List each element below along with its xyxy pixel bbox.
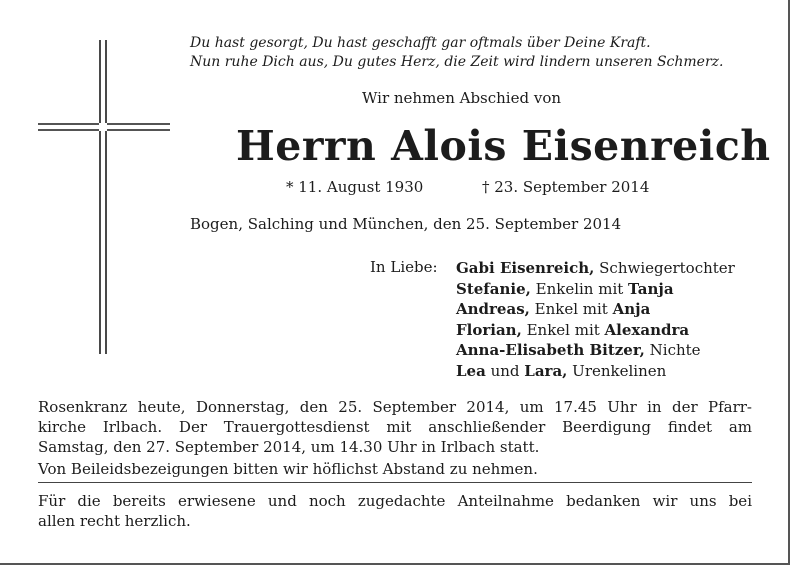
service-line: Rosenkranz heute, Donnerstag, den 25. September 2014, um 17.45 Uhr in der Pfarr- [38,398,752,416]
mourners-label: In Liebe: [370,258,438,276]
mourner-partner: Alexandra [604,320,690,339]
mourner-entry [456,361,735,382]
mourner-partner: Anja [612,300,651,318]
mourner-entry [456,320,735,341]
service-details [38,397,752,457]
deceased-name: Herrn Alois Eisenreich [236,122,771,170]
memorial-quote [190,34,770,72]
mourner-name: Lea [456,361,486,380]
mourner-relation: Urenkelinen [567,361,667,380]
mourners-list [456,258,735,381]
service-line: kirche Irlbach. Der Trauergottesdienst mit anschließender Beerdigung findet am [38,418,752,436]
mourner-relation: Enkelin mit [530,279,629,298]
mourner-name: Florian, [456,320,522,339]
mourner-conjunction: und [485,361,525,380]
mourner-name: Gabi Eisenreich, [456,259,595,277]
thanks-line: Für die bereits erwiesene und noch zugedachte Anteilnahme bedanken wir uns bei [38,492,752,510]
mourner-name: Lara, [524,361,568,380]
divider [38,482,752,483]
cross-icon [36,36,172,356]
death-date: † 23. September 2014 [482,178,650,196]
mourner-entry [456,279,735,300]
mourner-name: Stefanie, [456,279,531,298]
quote-line: Nun ruhe Dich aus, Du gutes Herz, die Zeit wird lindern unseren Schmerz. [190,54,724,70]
mourner-relation: Nichte [644,341,701,359]
mourner-entry [456,258,735,279]
quote-line: Du hast gesorgt, Du hast geschafft gar oftmals über Deine Kraft. [190,35,651,51]
mourner-entry [456,340,735,361]
birth-date: * 11. August 1930 [286,178,424,196]
mourner-relation: Schwiegertochter [594,259,735,277]
place-and-date: Bogen, Salching und München, den 25. September 2014 [190,215,622,233]
farewell-intro: Wir nehmen Abschied von [362,89,562,107]
service-line: Samstag, den 27. September 2014, um 14.30 Uhr in Irlbach statt. [38,438,540,456]
mourner-name: Anna-Elisabeth Bitzer, [456,341,645,359]
mourner-entry [456,299,735,320]
mourner-partner: Tanja [628,279,674,298]
mourner-relation: Enkel mit [529,300,613,318]
thanks-line: allen recht herzlich. [38,512,191,530]
thanks-note [38,491,752,531]
mourner-relation: Enkel mit [521,320,605,339]
mourner-name: Andreas, [456,300,530,318]
condolence-note: Von Beileidsbezeigungen bitten wir höflichst Abstand zu nehmen. [38,460,538,478]
